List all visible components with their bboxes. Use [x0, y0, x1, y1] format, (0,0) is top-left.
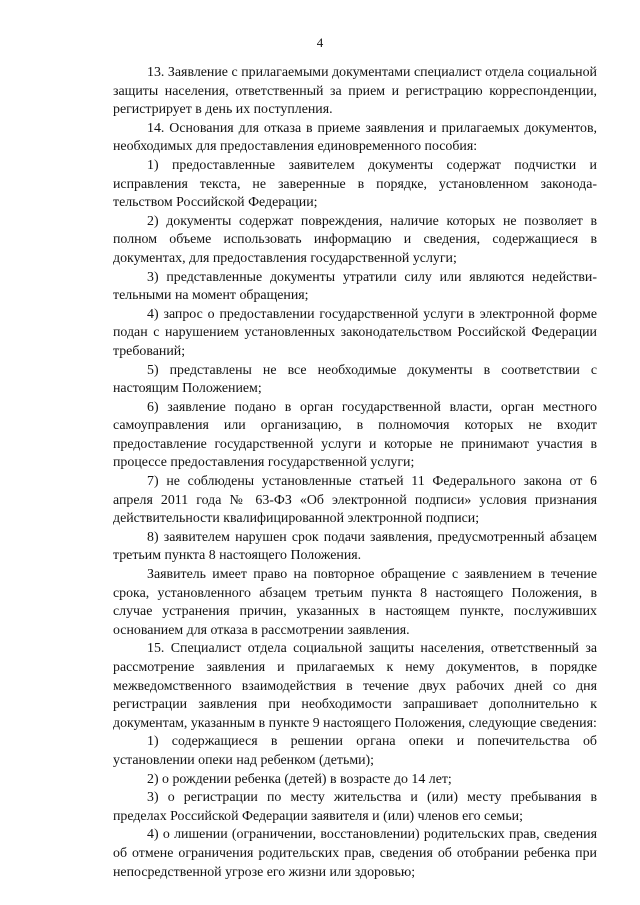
paragraph-14-item-8: 8) заявителем нарушен срок подачи заявления, предусмотренный абзацем третьим пункта 8 настоящего Положения. — [113, 529, 597, 564]
page-number: 4 — [316, 35, 324, 50]
paragraph-15-item-4: 4) о лишении (ограничении, восстановлении) родительских прав, сведения об отмене ограничения родительских прав, сведения об отобрании ребенка при непосредственной угрозе его жизни или здоровью; — [113, 827, 597, 880]
paragraph-15-item-1: 1) содержащиеся в решении органа опеки и попечительства об установлении опеки над ребенком (детьми); — [113, 734, 597, 768]
document-body — [113, 64, 597, 882]
paragraph-14-reapply: Заявитель имеет право на повторное обращение с заявлением в течение срока, установленного абзацем третьим пункта 8 настоящего Положения, в случае устранения причин, указанных в настоящем пункте, послуживших основанием для отказа в рассмотрении заявления. — [113, 567, 597, 638]
paragraph-14-item-1: 1) предоставленные заявителем документы содержат подчистки и исправления текста, не заверенные в порядке, установленном законода-тельством Российской Федерации; — [113, 157, 597, 211]
paragraph-15-item-2: 2) о рождении ребенка (детей) в возрасте до 14 лет; — [147, 771, 452, 787]
paragraph-14-item-4: 4) запрос о предоставлении государственной услуги в электронной форме подан с нарушением установленных законодательством Российской Федерации требований; — [113, 306, 597, 359]
paragraph-14-item-3: 3) представленные документы утратили силу или являются недействи-тельными на момент обращения; — [113, 269, 597, 304]
paragraph-14: 14. Основания для отказа в приеме заявления и прилагаемых документов, необходимых для предоставления единовременного пособия: — [113, 120, 597, 155]
paragraph-14-item-5: 5) представлены не все необходимые документы в соответствии с настоящим Положением; — [113, 362, 597, 397]
paragraph-15: 15. Специалист отдела социальной защиты населения, ответственный за рассмотрение заявления и прилагаемых к нему документов, в порядке межведомственного взаимодействия в течение двух рабочих дней со дня регистрации заявления при необходимости запрашивает дополнительно к документам, указанным в пункте 9 настоящего Положения, следующие сведения: — [113, 641, 597, 731]
paragraph-15-item-3: 3) о регистрации по месту жительства и (или) месту пребывания в пределах Российской Федерации заявителя и (или) членов его семьи; — [113, 790, 597, 824]
paragraph-14-item-2: 2) документы содержат повреждения, наличие которых не позволяет в полном объеме использовать информацию и сведения, содержащиеся в документах, для предоставления государственной услуги; — [113, 213, 597, 266]
paragraph-14-item-6: 6) заявление подано в орган государственной власти, орган местного самоуправления или организацию, в полномочия которых не входит предоставление государственной услуги и которые не принимают участия в процессе предоставления государственной услуги; — [113, 399, 597, 471]
paragraph-14-item-7: 7) не соблюдены установленные статьей 11 Федерального закона от 6 апреля 2011 года № 63-ФЗ «Об электронной подписи» условия признания действительности квалифицированной электронной подписи; — [113, 474, 597, 527]
paragraph-13: 13. Заявление с прилагаемыми документами специалист отдела социальной защиты населения, ответственный за прием и регистрацию корреспонденции, регистрирует в день их поступления. — [113, 65, 597, 118]
